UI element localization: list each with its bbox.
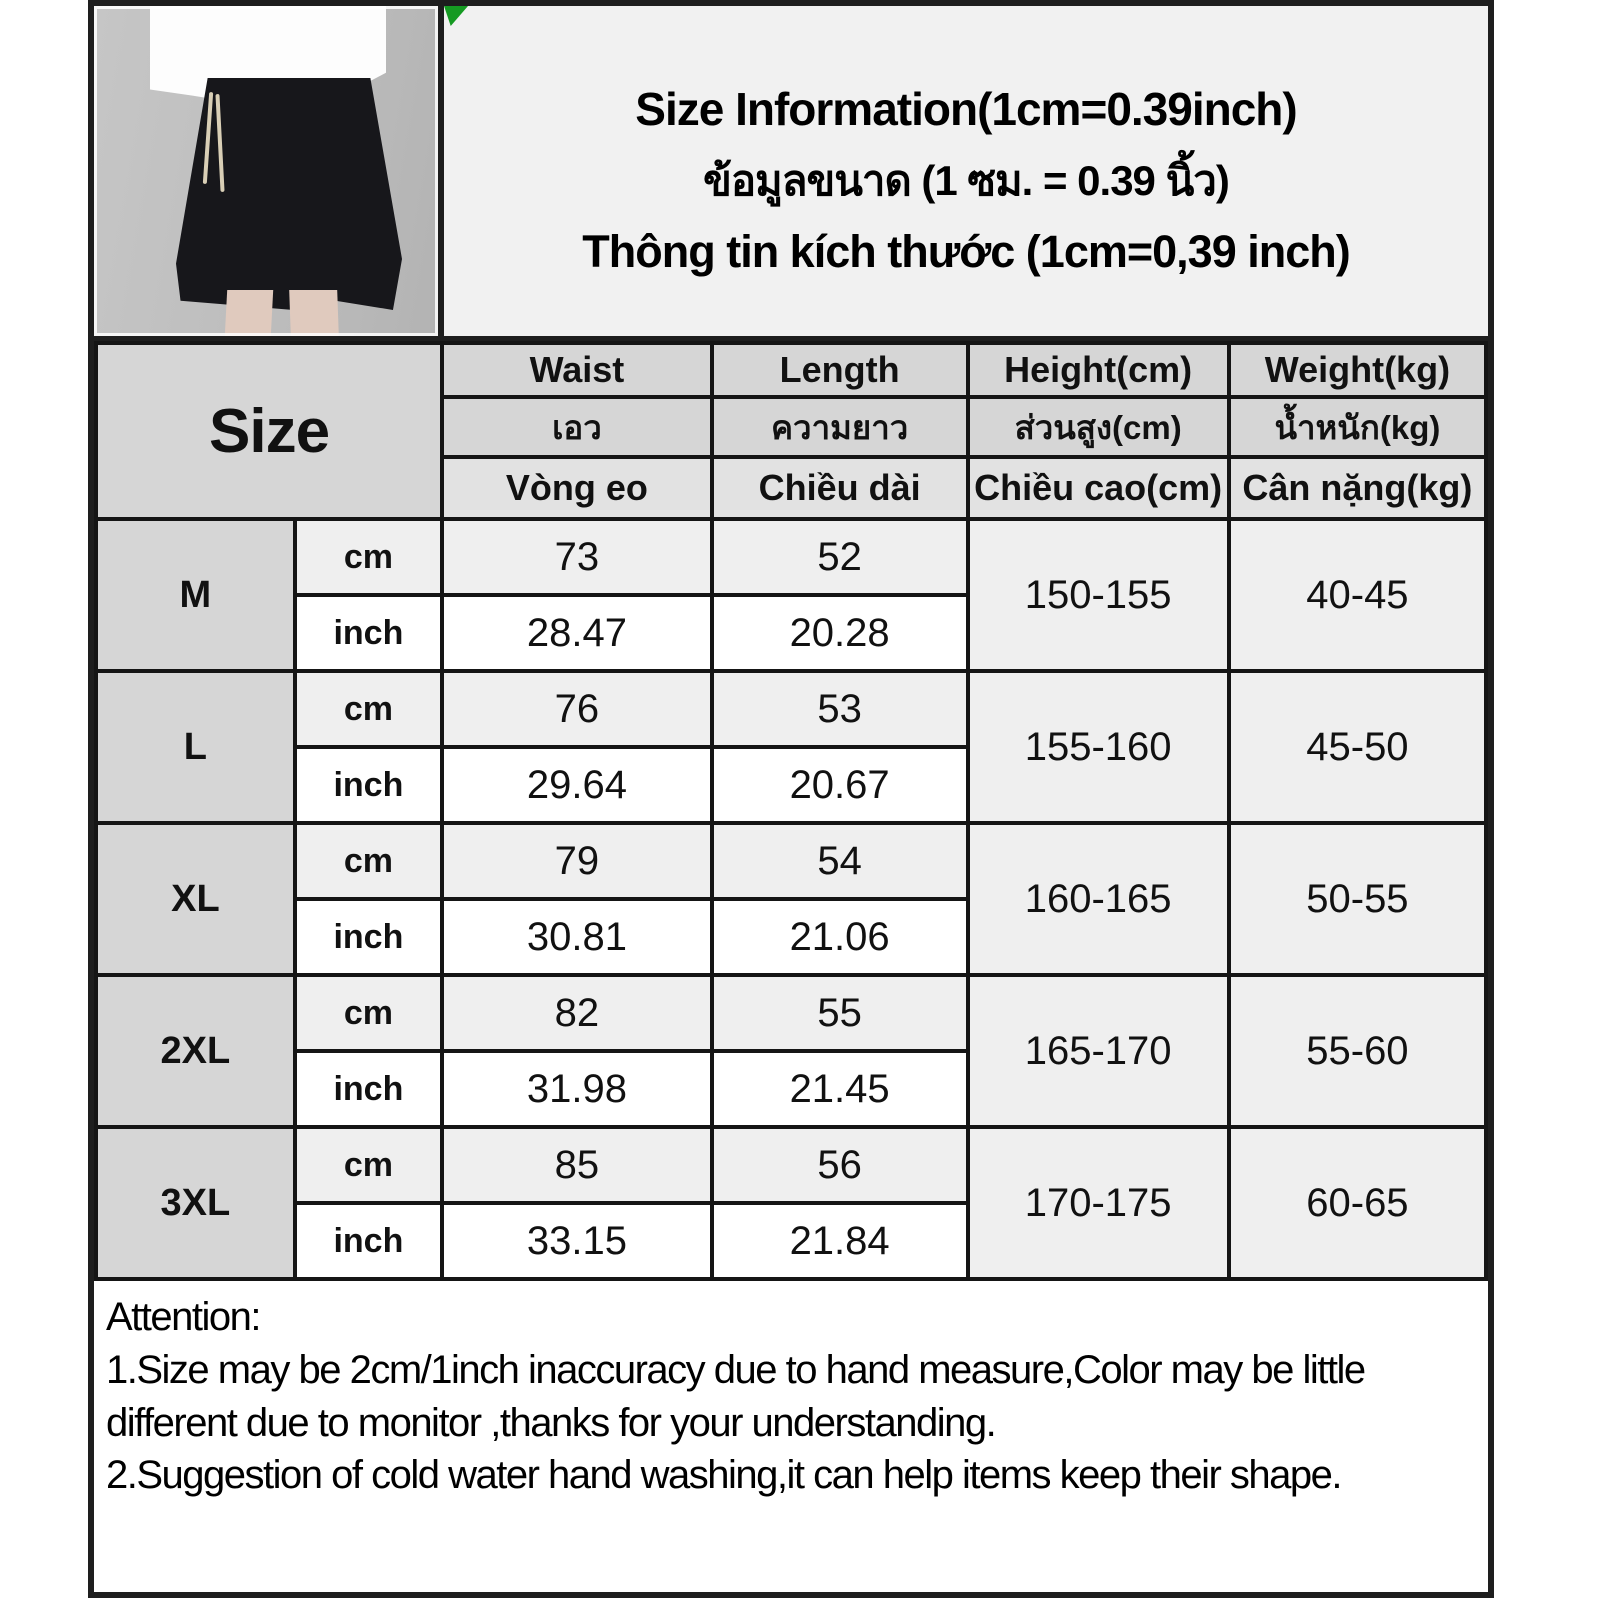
unit-cm: cm	[295, 519, 442, 595]
xl-length-inch: 21.06	[712, 899, 968, 975]
3xl-weight: 60-65	[1229, 1127, 1486, 1279]
3xl-waist-cm: 85	[442, 1127, 712, 1203]
header-length-vi: Chiều dài	[712, 457, 968, 519]
title-vietnamese: Thông tin kích thước (1cm=0,39 inch)	[582, 226, 1350, 277]
unit-cm: cm	[295, 1127, 442, 1203]
attention-note-1: 1.Size may be 2cm/1inch inaccuracy due to hand measure,Color may be little different due to monitor ,thanks for your understanding.	[106, 1347, 1365, 1445]
xl-waist-inch: 30.81	[442, 899, 712, 975]
3xl-length-inch: 21.84	[712, 1203, 968, 1279]
photo-leg-right	[289, 290, 339, 336]
title-english: Size Information(1cm=0.39inch)	[635, 83, 1297, 135]
attention-note-2: 2.Suggestion of cold water hand washing,it can help items keep their shape.	[106, 1453, 1341, 1498]
3xl-waist-inch: 33.15	[442, 1203, 712, 1279]
m-waist-cm: 73	[442, 519, 712, 595]
header-height-vi: Chiều cao(cm)	[968, 457, 1229, 519]
size-table	[94, 341, 1488, 1281]
size-label-l: L	[96, 671, 295, 823]
unit-cm: cm	[295, 671, 442, 747]
xl-height: 160-165	[968, 823, 1229, 975]
3xl-height: 170-175	[968, 1127, 1229, 1279]
unit-inch: inch	[295, 1203, 442, 1279]
title-thai: ข้อมูลขนาด (1 ซม. = 0.39 นิ้ว)	[703, 157, 1229, 204]
attention-notes	[94, 1281, 1488, 1502]
m-waist-inch: 28.47	[442, 595, 712, 671]
size-label-m: M	[96, 519, 295, 671]
size-label-2xl: 2XL	[96, 975, 295, 1127]
xl-weight: 50-55	[1229, 823, 1486, 975]
header-height-th: ส่วนสูง(cm)	[968, 397, 1229, 457]
size-label-3xl: 3XL	[96, 1127, 295, 1279]
2xl-length-inch: 21.45	[712, 1051, 968, 1127]
product-photo	[94, 6, 444, 336]
header-waist-th: เอว	[442, 397, 712, 457]
l-length-inch: 20.67	[712, 747, 968, 823]
3xl-length-cm: 56	[712, 1127, 968, 1203]
2xl-weight: 55-60	[1229, 975, 1486, 1127]
l-length-cm: 53	[712, 671, 968, 747]
header-weight-th: น้ำหนัก(kg)	[1229, 397, 1486, 457]
header-size: Size	[96, 343, 442, 519]
unit-inch: inch	[295, 1051, 442, 1127]
unit-inch: inch	[295, 747, 442, 823]
header-weight-vi: Cân nặng(kg)	[1229, 457, 1486, 519]
xl-waist-cm: 79	[442, 823, 712, 899]
m-height: 150-155	[968, 519, 1229, 671]
l-weight: 45-50	[1229, 671, 1486, 823]
header-length-en: Length	[712, 343, 968, 397]
2xl-waist-inch: 31.98	[442, 1051, 712, 1127]
header-waist-en: Waist	[442, 343, 712, 397]
header-weight-en: Weight(kg)	[1229, 343, 1486, 397]
l-waist-inch: 29.64	[442, 747, 712, 823]
header-length-th: ความยาว	[712, 397, 968, 457]
xl-length-cm: 54	[712, 823, 968, 899]
2xl-length-cm: 55	[712, 975, 968, 1051]
m-weight: 40-45	[1229, 519, 1486, 671]
l-waist-cm: 76	[442, 671, 712, 747]
unit-cm: cm	[295, 975, 442, 1051]
m-length-inch: 20.28	[712, 595, 968, 671]
unit-cm: cm	[295, 823, 442, 899]
size-chart-sheet	[88, 0, 1494, 1598]
header-height-en: Height(cm)	[968, 343, 1229, 397]
header-waist-vi: Vòng eo	[442, 457, 712, 519]
title-area	[444, 6, 1488, 336]
2xl-waist-cm: 82	[442, 975, 712, 1051]
m-length-cm: 52	[712, 519, 968, 595]
attention-title: Attention:	[106, 1295, 261, 1339]
2xl-height: 165-170	[968, 975, 1229, 1127]
size-label-xl: XL	[96, 823, 295, 975]
l-height: 155-160	[968, 671, 1229, 823]
top-block	[94, 6, 1488, 341]
photo-leg-left	[225, 290, 273, 336]
unit-inch: inch	[295, 899, 442, 975]
unit-inch: inch	[295, 595, 442, 671]
